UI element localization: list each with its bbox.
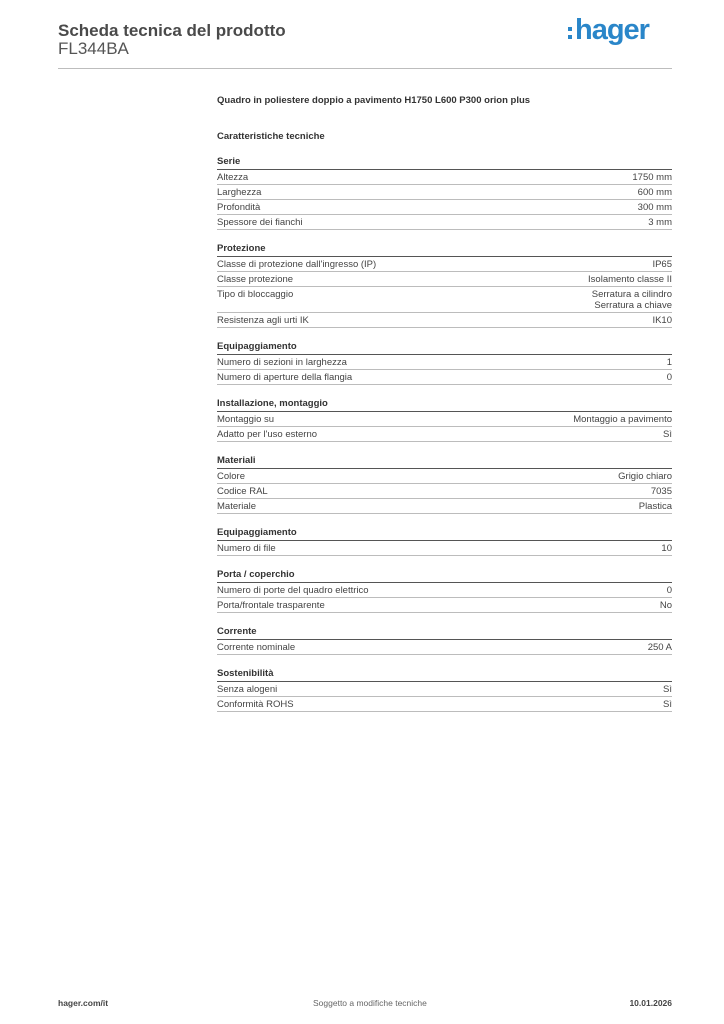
spec-value-line: Serratura a chiave — [594, 300, 672, 311]
spec-value-line: IP65 — [652, 259, 672, 270]
spec-value — [652, 259, 672, 270]
spec-value-line: Montaggio a pavimento — [573, 414, 672, 425]
spec-row — [217, 272, 672, 287]
spec-value-line: 1 — [666, 357, 672, 368]
spec-row — [217, 200, 672, 215]
spec-sections — [217, 156, 672, 712]
spec-value-line: 1750 mm — [632, 172, 672, 183]
spec-row — [217, 355, 672, 370]
spec-section — [217, 668, 672, 712]
spec-value-line: IK10 — [652, 315, 672, 326]
spec-value-line: 0 — [666, 585, 672, 596]
spec-label: Tipo di bloccaggio — [217, 289, 294, 300]
spec-value — [639, 501, 672, 512]
product-title: Quadro in poliestere doppio a pavimento H1750 L600 P300 orion plus — [217, 95, 531, 106]
spec-value-line: Sì — [663, 429, 672, 440]
spec-value — [667, 372, 672, 383]
spec-value-line: Isolamento classe II — [588, 274, 672, 285]
spec-label: Corrente nominale — [217, 642, 296, 653]
spec-section — [217, 569, 672, 613]
section-heading: Porta / coperchio — [217, 569, 295, 580]
spec-row — [217, 370, 672, 385]
spec-row — [217, 185, 672, 200]
spec-label: Resistenza agli urti IK — [217, 315, 309, 326]
header-divider — [58, 68, 672, 69]
spec-label: Senza alogeni — [217, 684, 278, 695]
spec-label: Montaggio su — [217, 414, 275, 425]
spec-value-line: 0 — [666, 372, 672, 383]
footer-website: hager.com/it — [58, 998, 109, 1008]
spec-row — [217, 287, 672, 313]
spec-row — [217, 412, 672, 427]
spec-value — [661, 543, 672, 554]
section-heading: Materiali — [217, 455, 256, 466]
spec-value-line: Grigio chiaro — [618, 471, 672, 482]
spec-label: Spessore dei fianchi — [217, 217, 303, 228]
section-heading: Equipaggiamento — [217, 527, 297, 538]
spec-label: Classe protezione — [217, 274, 294, 285]
spec-row — [217, 215, 672, 230]
spec-row — [217, 427, 672, 442]
spec-label: Numero di aperture della flangia — [217, 372, 353, 383]
spec-label: Larghezza — [217, 187, 262, 198]
spec-row — [217, 257, 672, 272]
spec-label: Porta/frontale trasparente — [217, 600, 325, 611]
section-heading: Sostenibilità — [217, 668, 274, 679]
spec-value — [648, 217, 672, 228]
spec-section — [217, 626, 672, 655]
spec-value — [663, 429, 672, 440]
section-heading: Installazione, montaggio — [217, 398, 328, 409]
spec-row — [217, 598, 672, 613]
spec-label: Profondità — [217, 202, 261, 213]
spec-label: Codice RAL — [217, 486, 268, 497]
spec-value — [663, 684, 672, 695]
spec-value — [638, 202, 672, 213]
spec-row — [217, 484, 672, 499]
spec-label: Conformità ROHS — [217, 699, 294, 710]
footer-disclaimer: Soggetto a modifiche tecniche — [313, 998, 427, 1008]
spec-label: Colore — [217, 471, 245, 482]
spec-section — [217, 341, 672, 385]
spec-value — [667, 585, 672, 596]
spec-row — [217, 682, 672, 697]
spec-row — [217, 170, 672, 185]
page-title: Scheda tecnica del prodotto — [58, 21, 286, 40]
logo-text: hager — [575, 14, 649, 46]
spec-value — [618, 471, 672, 482]
spec-section — [217, 156, 672, 230]
spec-value — [588, 274, 672, 285]
section-heading: Equipaggiamento — [217, 341, 297, 352]
spec-value — [648, 642, 672, 653]
spec-value-line: Sì — [663, 684, 672, 695]
spec-label: Numero di file — [217, 543, 276, 554]
spec-value-line: 10 — [661, 543, 672, 554]
spec-value-line: Serratura a cilindro — [591, 289, 672, 300]
spec-value — [592, 289, 672, 311]
spec-label: Numero di sezioni in larghezza — [217, 357, 347, 368]
spec-value-line: Plastica — [638, 501, 672, 512]
spec-label: Altezza — [217, 172, 249, 183]
spec-row — [217, 469, 672, 484]
spec-value-line: 300 mm — [637, 202, 672, 213]
spec-row — [217, 640, 672, 655]
spec-value — [651, 486, 672, 497]
spec-row — [217, 697, 672, 712]
spec-row — [217, 499, 672, 514]
spec-value-line: 7035 — [650, 486, 672, 497]
section-heading: Corrente — [217, 626, 257, 637]
spec-value-line: Sì — [663, 699, 672, 710]
spec-value-line: 600 mm — [637, 187, 672, 198]
spec-value — [632, 172, 672, 183]
spec-label: Numero di porte del quadro elettrico — [217, 585, 369, 596]
footer-date: 10.01.2026 — [629, 998, 672, 1008]
spec-value — [573, 414, 672, 425]
spec-label: Classe di protezione dall'ingresso (IP) — [217, 259, 377, 270]
product-code: FL344BA — [58, 39, 129, 58]
spec-row — [217, 313, 672, 328]
spec-row — [217, 583, 672, 598]
spec-label: Adatto per l'uso esterno — [217, 429, 318, 440]
spec-value-line: 250 A — [647, 642, 672, 653]
spec-value — [660, 600, 672, 611]
spec-value-line: 3 mm — [648, 217, 672, 228]
spec-value — [638, 187, 672, 198]
datasheet-content — [217, 90, 672, 712]
spec-section — [217, 527, 672, 556]
hager-logo — [568, 14, 649, 47]
spec-value — [663, 699, 672, 710]
section-heading: Protezione — [217, 243, 266, 254]
spec-row — [217, 541, 672, 556]
spec-value — [667, 357, 672, 368]
spec-label: Materiale — [217, 501, 257, 512]
spec-section — [217, 398, 672, 442]
section-heading: Serie — [217, 156, 241, 167]
spec-section — [217, 243, 672, 328]
spec-value-line: No — [659, 600, 672, 611]
tech-heading: Caratteristiche tecniche — [217, 131, 325, 142]
spec-section — [217, 455, 672, 514]
spec-value — [652, 315, 672, 326]
logo-dots-icon — [568, 27, 572, 39]
